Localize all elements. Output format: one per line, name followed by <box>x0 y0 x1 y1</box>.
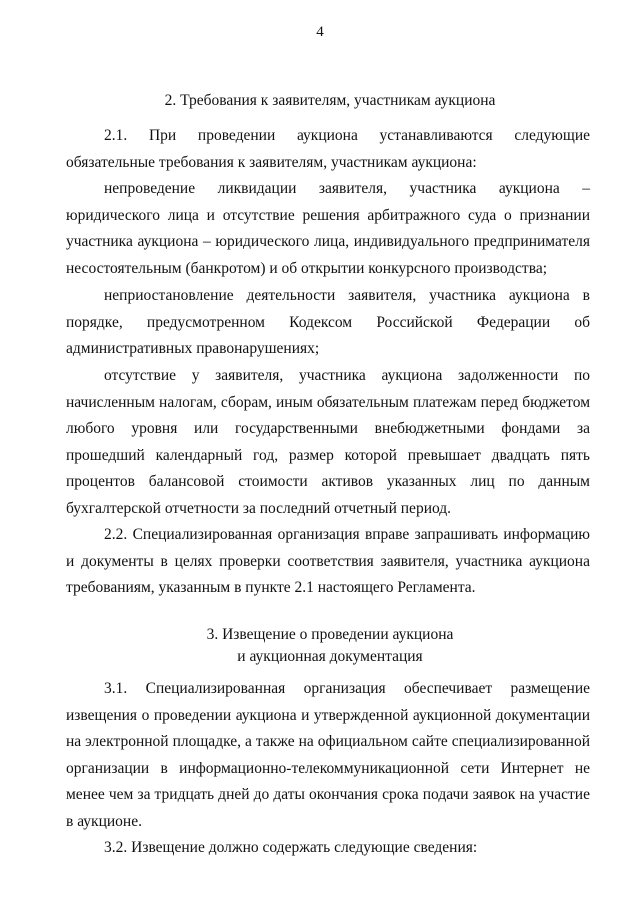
page-number: 4 <box>316 24 324 40</box>
paragraph-3-1: 3.1. Специализированная организация обеспечивает размещение извещения о проведении аукциона и утвержденной аукционной документации на электронной площадке, а также на официальном сайте специализированной организации в информационно-телекоммуникационной сети Интернет не менее чем за тридцать дней до даты окончания срока подачи заявок на участие в аукционе. <box>66 680 590 830</box>
section-3-heading <box>66 624 594 668</box>
section-2-heading: 2. Требования к заявителям, участникам аукциона <box>164 92 496 109</box>
paragraph-2-2: 2.2. Специализированная организация вправе запрашивать информацию и документы в целях проверки соответствия заявителя, участника аукциона требованиям, указанным в пункте 2.1 настоящего Регламента. <box>66 526 590 597</box>
paragraph-3-2: 3.2. Извещение должно содержать следующие сведения: <box>104 839 478 856</box>
section-3-heading-line-2: и аукционная документация <box>237 648 423 665</box>
paragraph-2-1: 2.1. При проведении аукциона устанавливаются следующие обязательные требования к заявителям, участникам аукциона: <box>66 127 590 171</box>
paragraph-suspension: неприостановление деятельности заявителя, участника аукциона в порядке, предусмотренном Кодексом Российской Федерации об административных правонарушениях; <box>66 287 590 358</box>
paragraph-liquidation: непроведение ликвидации заявителя, участника аукциона – юридического лица и отсутствие решения арбитражного суда о признании участника аукциона – юридического лица, индивидуального предпринимателя несостоятельным (банкротом) и об открытии конкурсного производства; <box>66 180 590 277</box>
section-3-heading-line-1: 3. Извещение о проведении аукциона <box>206 626 454 643</box>
paragraph-debt: отсутствие у заявителя, участника аукциона задолженности по начисленным налогам, сборам, иным обязательным платежам перед бюджетом любого уровня или государственными внебюджетными фондами за прошедший календарный год, размер которой превышает двадцать пять процентов балансовой стоимости активов указанных лиц по данным бухгалтерской отчетности за последний отчетный период. <box>66 367 590 517</box>
